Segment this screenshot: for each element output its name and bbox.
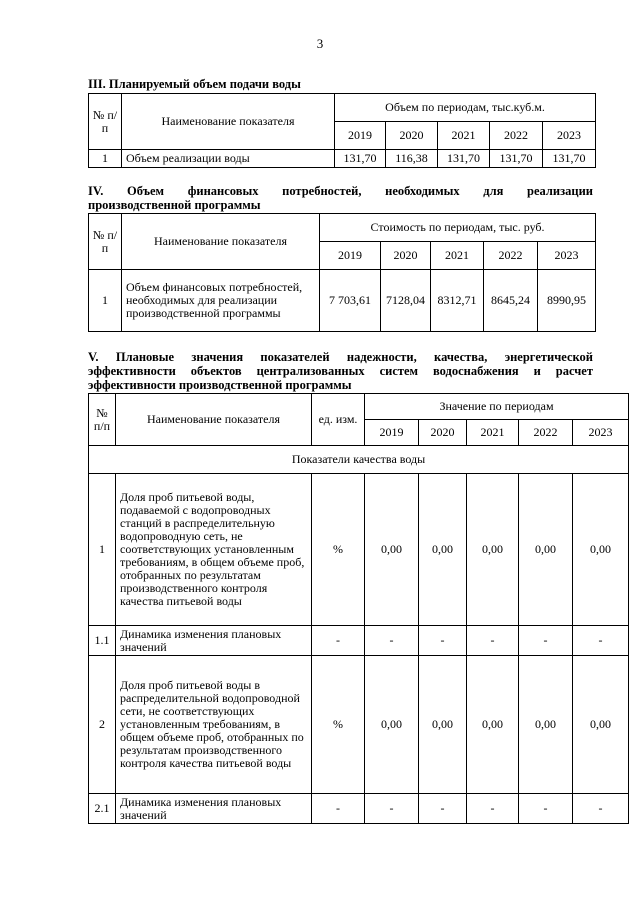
header-year: 2023: [538, 242, 596, 270]
row-no: 1: [89, 150, 122, 168]
row-value: 0,00: [419, 656, 467, 794]
table-row: [89, 794, 629, 824]
row-value: 131,70: [490, 150, 543, 168]
row-value: -: [573, 626, 629, 656]
header-name: Наименование показателя: [122, 214, 320, 270]
row-value: 8645,24: [484, 270, 538, 332]
row-unit: %: [312, 474, 365, 626]
row-value: 0,00: [519, 656, 573, 794]
table-row: [89, 474, 629, 626]
row-value: -: [519, 794, 573, 824]
section-5-title-line1: V. Плановые значения показателей надежности, качества, энергетической: [88, 350, 593, 364]
header-year: 2022: [484, 242, 538, 270]
row-value: 0,00: [365, 474, 419, 626]
row-value: -: [573, 794, 629, 824]
row-value: 0,00: [573, 474, 629, 626]
group-row-water-quality: Показатели качества воды: [89, 446, 629, 474]
page-number: 3: [316, 36, 324, 51]
header-year: 2023: [543, 122, 596, 150]
header-unit: ед. изм.: [312, 394, 365, 446]
row-value: 7128,04: [381, 270, 431, 332]
row-value: 0,00: [365, 656, 419, 794]
row-value: 116,38: [386, 150, 438, 168]
header-year: 2020: [381, 242, 431, 270]
header-period-group: Объем по периодам, тыс.куб.м.: [335, 94, 596, 122]
row-no: 1.1: [89, 626, 116, 656]
header-year: 2020: [419, 420, 467, 446]
row-value: 131,70: [335, 150, 386, 168]
row-value: -: [365, 794, 419, 824]
row-unit: -: [312, 626, 365, 656]
section-5-title-line2: эффективности объектов централизованных систем водоснабжения и расчет: [88, 364, 593, 378]
header-name: Наименование показателя: [122, 94, 335, 150]
row-value: 0,00: [573, 656, 629, 794]
row-value: 0,00: [519, 474, 573, 626]
table-row: [89, 150, 596, 168]
row-unit: -: [312, 794, 365, 824]
section-4-table: [88, 213, 596, 332]
row-value: -: [519, 626, 573, 656]
row-value: -: [419, 626, 467, 656]
table-row: [89, 626, 629, 656]
table-row: [89, 270, 596, 332]
header-year: 2022: [519, 420, 573, 446]
section-4-title-line2: производственной программы: [88, 198, 261, 212]
row-unit: %: [312, 656, 365, 794]
header-year: 2019: [335, 122, 386, 150]
header-name: Наименование показателя: [116, 394, 312, 446]
section-5-title-line3: эффективности производственной программы: [88, 378, 352, 392]
header-year: 2022: [490, 122, 543, 150]
header-period-group: Стоимость по периодам, тыс. руб.: [320, 214, 596, 242]
header-period-group: Значение по периодам: [365, 394, 629, 420]
row-no: 1: [89, 474, 116, 626]
row-no: 2: [89, 656, 116, 794]
row-value: -: [467, 626, 519, 656]
row-value: 0,00: [419, 474, 467, 626]
header-no: № п/п: [89, 214, 122, 270]
row-name: Динамика изменения плановых значений: [116, 794, 312, 824]
header-no: № п/п: [89, 94, 122, 150]
row-value: -: [419, 794, 467, 824]
header-year: 2021: [438, 122, 490, 150]
row-value: 8990,95: [538, 270, 596, 332]
row-value: -: [365, 626, 419, 656]
row-no: 2.1: [89, 794, 116, 824]
row-name: Динамика изменения плановых значений: [116, 626, 312, 656]
row-no: 1: [89, 270, 122, 332]
section-3-table: [88, 93, 596, 168]
header-year: 2023: [573, 420, 629, 446]
row-value: 7 703,61: [320, 270, 381, 332]
row-value: 8312,71: [431, 270, 484, 332]
row-value: -: [467, 794, 519, 824]
section-3-title: III. Планируемый объем подачи воды: [88, 77, 301, 91]
header-year: 2019: [365, 420, 419, 446]
row-name: Доля проб питьевой воды, подаваемой с водопроводных станций в распределительную водопроводную сеть, не соответствующих установленным требованиям, в общем объеме проб, отобранных по результатам производственного контроля качества питьевой воды: [116, 474, 312, 626]
row-value: 0,00: [467, 474, 519, 626]
header-year: 2021: [467, 420, 519, 446]
header-year: 2020: [386, 122, 438, 150]
row-value: 131,70: [543, 150, 596, 168]
row-value: 131,70: [438, 150, 490, 168]
row-name: Доля проб питьевой воды в распределительной водопроводной сети, не соответствующих установленным требованиям, в общем объеме проб, отобранных по результатам производственного контроля качества питьевой воды: [116, 656, 312, 794]
row-name: Объем финансовых потребностей, необходимых для реализации производственной программы: [122, 270, 320, 332]
header-year: 2021: [431, 242, 484, 270]
section-4-title-line1: IV. Объем финансовых потребностей, необходимых для реализации: [88, 184, 593, 198]
table-row: [89, 656, 629, 794]
row-name: Объем реализации воды: [122, 150, 335, 168]
row-value: 0,00: [467, 656, 519, 794]
header-no: № п/п: [89, 394, 116, 446]
section-5-table: [88, 393, 629, 824]
header-year: 2019: [320, 242, 381, 270]
